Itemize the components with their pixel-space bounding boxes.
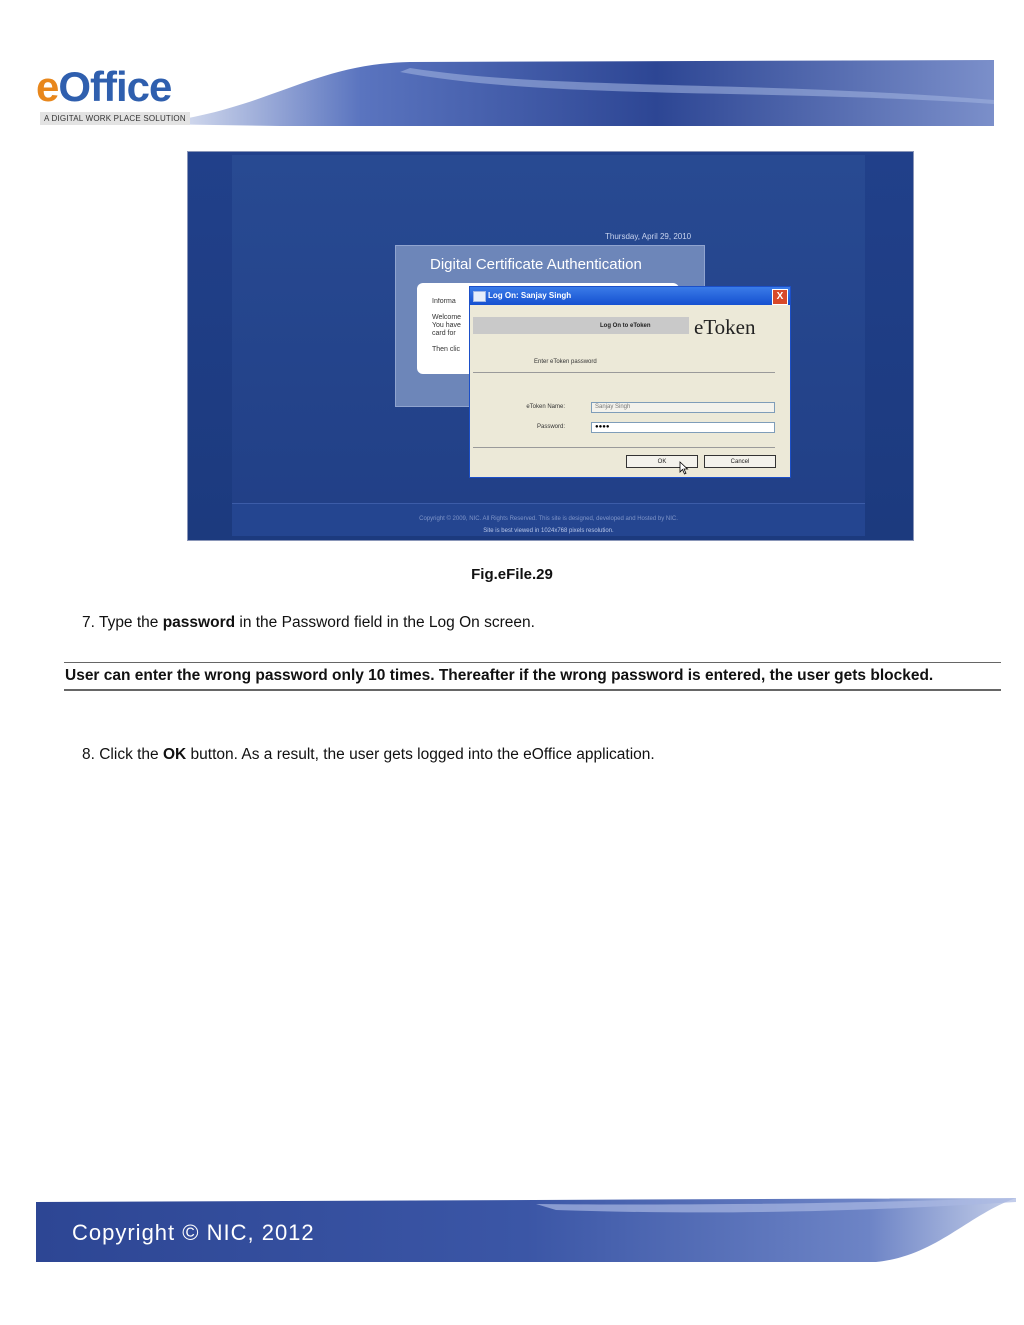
- step-7-prefix: 7. Type the: [82, 614, 163, 631]
- dialog-title: Log On: Sanjay Singh: [488, 291, 572, 300]
- divider: [473, 447, 775, 448]
- step-8-prefix: 8. Click the: [82, 746, 163, 763]
- eoffice-logo: [36, 63, 172, 110]
- step-7-bold: password: [162, 614, 236, 631]
- screenshot-resolution-note: Site is best viewed in 1024x768 pixels resolution.: [483, 528, 614, 534]
- close-icon[interactable]: X: [772, 289, 788, 305]
- mouse-cursor-icon: [679, 461, 689, 475]
- dialog-prompt: Enter eToken password: [534, 359, 597, 365]
- ok-button[interactable]: OK: [626, 455, 698, 468]
- step-8: [82, 746, 655, 764]
- screenshot-date: Thursday, April 29, 2010: [605, 232, 692, 241]
- logo-tagline: A DIGITAL WORK PLACE SOLUTION: [40, 112, 190, 125]
- figure-caption: Fig.eFile.29: [471, 566, 553, 583]
- password-label: Password:: [536, 424, 565, 430]
- dialog-banner: [473, 317, 689, 334]
- step-7: [82, 614, 535, 632]
- password-field[interactable]: ●●●●: [591, 422, 775, 433]
- logo-e: e: [36, 63, 59, 110]
- warning-note: User can enter the wrong password only 10 times. Thereafter if the wrong password is entered, the user gets blocked.: [64, 662, 1001, 691]
- dialog-banner-text: Log On to eToken: [600, 323, 651, 329]
- step-8-suffix: button. As a result, the user gets logged into the eOffice application.: [186, 746, 655, 763]
- auth-panel-title: Digital Certificate Authentication: [430, 256, 642, 273]
- window-icon: [473, 291, 486, 302]
- divider: [473, 372, 775, 373]
- cancel-button[interactable]: Cancel: [704, 455, 776, 468]
- header-banner: [150, 60, 994, 126]
- logo-office: Office: [58, 63, 172, 110]
- figure-screenshot: [187, 151, 914, 541]
- footer-copyright: Copyright © NIC, 2012: [72, 1220, 315, 1245]
- screenshot-copyright: Copyright © 2009, NIC. All Rights Reserved. This site is designed, developed and Hosted by NIC.: [419, 516, 678, 522]
- logon-dialog: [469, 286, 791, 478]
- step-8-bold: OK: [162, 746, 187, 763]
- etoken-name-field: Sanjay Singh: [591, 402, 775, 413]
- etoken-logo: eToken: [694, 315, 756, 339]
- step-7-suffix: in the Password field in the Log On screen.: [235, 614, 535, 631]
- info-text: Informa Welcome You have card for Then clic: [432, 298, 462, 353]
- etoken-name-label: eToken Name:: [526, 404, 565, 410]
- screenshot-footer: [232, 503, 865, 536]
